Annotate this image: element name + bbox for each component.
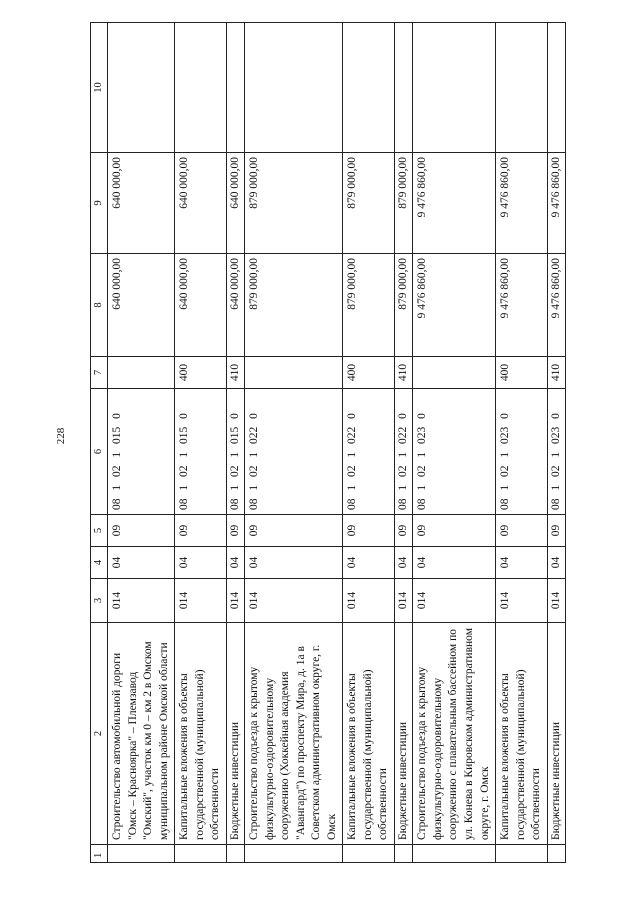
expense-name-cell: Бюджетные инвестиции — [226, 623, 245, 845]
row-index-cell — [108, 845, 175, 863]
amount-cell: 640 000,00 — [226, 254, 245, 357]
amount-cell: 879 000,00 — [394, 254, 413, 357]
amount-cell: 640 000,00 — [175, 153, 227, 254]
column-number: 2 — [91, 623, 108, 845]
expense-name-cell: Строительство подъезда к крытому физкультурно-оздоровительному сооружению (Хоккейная академия "Авангард") по проспекту Мира, д. 1а в Советском административном округе, г. Омск — [245, 623, 343, 845]
section-code-cell: 04 — [226, 547, 245, 579]
column-number-row — [91, 23, 108, 863]
expense-type-cell: 410 — [547, 357, 566, 389]
expense-type-cell: 400 — [496, 357, 548, 389]
expense-type-cell: 400 — [175, 357, 227, 389]
subsection-code-cell: 09 — [245, 515, 343, 547]
subsection-code-cell: 09 — [413, 515, 496, 547]
expense-name-cell: Строительство автомобильной дороги "Омск – Красноярка" – Племзавод "Омский", участок км 0 – км 2 в Омском муниципальном районе Омской области — [108, 623, 175, 845]
subsection-code-cell: 09 — [108, 515, 175, 547]
amount-cell: 879 000,00 — [245, 153, 343, 254]
subsection-code-cell: 09 — [226, 515, 245, 547]
section-code-cell: 04 — [175, 547, 227, 579]
amount-cell: 9 476 860,00 — [547, 254, 566, 357]
expense-type-cell — [108, 357, 175, 389]
subsection-code-cell: 09 — [343, 515, 395, 547]
amount-cell — [413, 23, 496, 153]
page-number: 228 — [55, 427, 67, 445]
row-index-cell — [343, 845, 395, 863]
expense-name-cell: Бюджетные инвестиции — [547, 623, 566, 845]
amount-cell: 9 476 860,00 — [413, 254, 496, 357]
expense-name-cell: Капитальные вложения в объекты государственной (муниципальной) собственности — [175, 623, 227, 845]
expense-type-cell: 410 — [394, 357, 413, 389]
amount-cell — [343, 23, 395, 153]
expense-name-cell: Бюджетные инвестиции — [394, 623, 413, 845]
ministry-code-cell: 014 — [496, 579, 548, 623]
expense-name-cell: Капитальные вложения в объекты государственной (муниципальной) собственности — [343, 623, 395, 845]
table-row — [108, 23, 175, 863]
amount-cell — [226, 23, 245, 153]
amount-cell: 9 476 860,00 — [413, 153, 496, 254]
target-article-cell: 08 1 02 1 022 0 — [245, 389, 343, 515]
expense-name-cell: Строительство подъезда к крытому физкультурно-оздоровительному сооружению с плавательным бассейном по ул. Конева в Кировском административном округе, г. Омск — [413, 623, 496, 845]
table-row — [394, 23, 413, 863]
amount-cell: 879 000,00 — [245, 254, 343, 357]
table-row — [175, 23, 227, 863]
table-row — [245, 23, 343, 863]
column-number: 7 — [91, 357, 108, 389]
amount-cell — [108, 23, 175, 153]
amount-cell — [394, 23, 413, 153]
amount-cell: 879 000,00 — [394, 153, 413, 254]
ministry-code-cell: 014 — [108, 579, 175, 623]
subsection-code-cell: 09 — [394, 515, 413, 547]
column-number: 1 — [91, 845, 108, 863]
table-row — [226, 23, 245, 863]
amount-cell: 9 476 860,00 — [547, 153, 566, 254]
column-number: 4 — [91, 547, 108, 579]
expense-type-cell: 400 — [343, 357, 395, 389]
table-row — [496, 23, 548, 863]
section-code-cell: 04 — [547, 547, 566, 579]
target-article-cell: 08 1 02 1 015 0 — [226, 389, 245, 515]
amount-cell: 879 000,00 — [343, 153, 395, 254]
section-code-cell: 04 — [245, 547, 343, 579]
amount-cell: 9 476 860,00 — [496, 254, 548, 357]
target-article-cell: 08 1 02 1 022 0 — [394, 389, 413, 515]
amount-cell: 640 000,00 — [175, 254, 227, 357]
amount-cell — [175, 23, 227, 153]
amount-cell — [547, 23, 566, 153]
column-number: 5 — [91, 515, 108, 547]
column-number: 8 — [91, 254, 108, 357]
section-code-cell: 04 — [496, 547, 548, 579]
column-number: 3 — [91, 579, 108, 623]
ministry-code-cell: 014 — [547, 579, 566, 623]
subsection-code-cell: 09 — [175, 515, 227, 547]
subsection-code-cell: 09 — [496, 515, 548, 547]
row-index-cell — [226, 845, 245, 863]
row-index-cell — [175, 845, 227, 863]
table-row — [343, 23, 395, 863]
column-number: 6 — [91, 389, 108, 515]
amount-cell: 640 000,00 — [108, 153, 175, 254]
section-code-cell: 04 — [394, 547, 413, 579]
row-index-cell — [496, 845, 548, 863]
amount-cell — [496, 23, 548, 153]
target-article-cell: 08 1 02 1 015 0 — [108, 389, 175, 515]
budget-table — [90, 22, 566, 863]
amount-cell: 640 000,00 — [226, 153, 245, 254]
expense-name-cell: Капитальные вложения в объекты государственной (муниципальной) собственности — [496, 623, 548, 845]
column-number: 10 — [91, 23, 108, 153]
amount-cell — [245, 23, 343, 153]
target-article-cell: 08 1 02 1 023 0 — [496, 389, 548, 515]
section-code-cell: 04 — [413, 547, 496, 579]
amount-cell: 640 000,00 — [108, 254, 175, 357]
expense-type-cell — [413, 357, 496, 389]
ministry-code-cell: 014 — [175, 579, 227, 623]
target-article-cell: 08 1 02 1 015 0 — [175, 389, 227, 515]
target-article-cell: 08 1 02 1 023 0 — [413, 389, 496, 515]
table-row — [547, 23, 566, 863]
ministry-code-cell: 014 — [413, 579, 496, 623]
expense-type-cell: 410 — [226, 357, 245, 389]
row-index-cell — [547, 845, 566, 863]
subsection-code-cell: 09 — [547, 515, 566, 547]
expense-type-cell — [245, 357, 343, 389]
ministry-code-cell: 014 — [343, 579, 395, 623]
section-code-cell: 04 — [108, 547, 175, 579]
table-row — [413, 23, 496, 863]
column-number: 9 — [91, 153, 108, 254]
row-index-cell — [413, 845, 496, 863]
ministry-code-cell: 014 — [394, 579, 413, 623]
amount-cell: 879 000,00 — [343, 254, 395, 357]
target-article-cell: 08 1 02 1 022 0 — [343, 389, 395, 515]
ministry-code-cell: 014 — [226, 579, 245, 623]
target-article-cell: 08 1 02 1 023 0 — [547, 389, 566, 515]
amount-cell: 9 476 860,00 — [496, 153, 548, 254]
row-index-cell — [245, 845, 343, 863]
ministry-code-cell: 014 — [245, 579, 343, 623]
row-index-cell — [394, 845, 413, 863]
section-code-cell: 04 — [343, 547, 395, 579]
rotated-page-content — [90, 43, 562, 863]
